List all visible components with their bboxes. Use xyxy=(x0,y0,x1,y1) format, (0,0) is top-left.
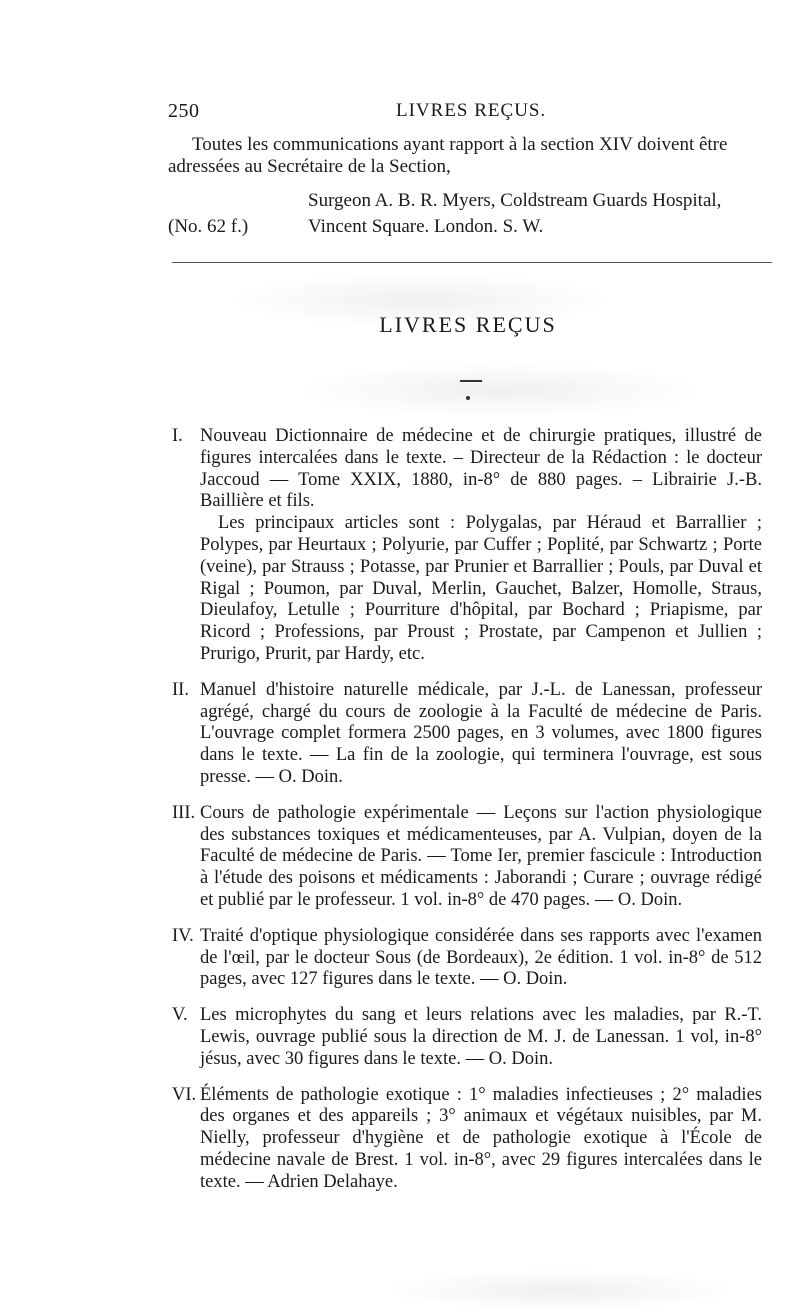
signature-block xyxy=(168,188,768,240)
entry-text: Traité d'optique physiologique considérée dans ses rapports avec l'examen de l'œil, par le docteur Sous (de Bordeaux), 2e édition. 1 vol. in-8° de 512 pages, avec 127 figures dans le texte. — O. Doin. xyxy=(200,925,762,990)
intro-line-2: adressées au Secrétaire de la Section, xyxy=(168,156,451,177)
signature-line-2-row xyxy=(168,214,768,240)
entry-text: Éléments de pathologie exotique : 1° maladies infectieuses ; 2° maladies des organes et des appareils ; 3° animaux et végétaux nuisibles, par M. Nielly, professeur d'hygiène et de pathologie exotique à l'École de médecine navale de Brest. 1 vol. in-8°, avec 29 figures intercalées dans le texte. — Adrien Delahaye. xyxy=(200,1084,762,1192)
entry-subtext: Les principaux articles sont : Polygalas, par Héraud et Barrallier ; Polypes, par Heurtaux ; Polyurie, par Cuffer ; Poplité, par Schwartz ; Porte (veine), par Strauss ; Potasse, par Prunier et Barrallier ; Pouls, par Duval et Rigal ; Poumon, par Duval, Merlin, Gauchet, Balzer, Homolle, Straus, Dieulafoy, Letulle ; Pourriture d'hôpital, par Bochard ; Priapisme, par Ricord ; Professions, par Proust ; Prostate, par Campenon et Jullien ; Prurigo, Prurit, par Hardy, etc. xyxy=(200,513,762,664)
list-item xyxy=(172,1005,762,1070)
list-item xyxy=(172,803,762,912)
entry-text: Cours de pathologie expérimentale — Leçons sur l'action physiologique des substances toxiques et médicamenteuses, par A. Vulpian, doyen de la Faculté de médecine de Paris. — Tome Ier, premier fascicule : Introduction à l'étude des poisons et médicaments : Jaborandi ; Curare ; ouvrage rédigé et publié par le professeur. 1 vol. in-8° de 470 pages. — O. Doin. xyxy=(200,802,762,910)
intro-paragraph xyxy=(168,134,768,178)
list-item xyxy=(172,1085,762,1194)
reference-number: (No. 62 f.) xyxy=(168,216,249,237)
running-head xyxy=(168,100,768,124)
running-title: LIVRES REÇUS. xyxy=(396,100,547,121)
entry-text: Manuel d'histoire naturelle médicale, par J.-L. de Lanessan, professeur agrégé, chargé du cours de zoologie à la Faculté de médecine de Paris. L'ouvrage complet formera 2500 pages, en 3 volumes, avec 1800 figures dans le texte. — La fin de la zoologie, qui terminera l'ouvrage, est sous presse. — O. Doin. xyxy=(200,679,762,787)
separator-rule xyxy=(172,262,772,263)
list-item xyxy=(172,680,762,789)
entry-numeral: II. xyxy=(172,679,189,700)
entry-numeral: VI. xyxy=(172,1084,197,1105)
signature-line-2: Vincent Square. London. S. W. xyxy=(308,216,544,237)
entry-numeral: I. xyxy=(172,426,183,446)
signature-line-1: Surgeon A. B. R. Myers, Coldstream Guards Hospital, xyxy=(308,190,722,211)
section-title: LIVRES REÇUS xyxy=(379,312,557,337)
list-item xyxy=(172,926,762,991)
book-list xyxy=(172,426,762,1208)
entry-numeral: V. xyxy=(172,1005,188,1026)
list-item xyxy=(172,426,762,666)
intro-line-1: Toutes les communications ayant rapport à la section XIV doivent être xyxy=(192,134,728,155)
entry-numeral: III. xyxy=(172,802,196,823)
entry-text: Nouveau Dictionnaire de médecine et de chirurgie pratiques, illustré de figures intercalées dans le texte. – Directeur de la Rédaction : le docteur Jaccoud — Tome XXIX, 1880, in-8° de 880 pages. – Librairie J.-B. Baillière et fils. xyxy=(200,426,762,512)
entry-text: Les microphytes du sang et leurs relations avec les maladies, par R.-T. Lewis, ouvrage publié sous la direction de M. J. de Lanessan. 1 vol, in-8° jésus, avec 30 figures dans le texte. — O. Doin. xyxy=(200,1005,762,1069)
entry-numeral: IV. xyxy=(172,925,194,946)
title-dot xyxy=(466,396,470,400)
page-number: 250 xyxy=(168,100,200,122)
title-short-rule xyxy=(460,380,482,382)
